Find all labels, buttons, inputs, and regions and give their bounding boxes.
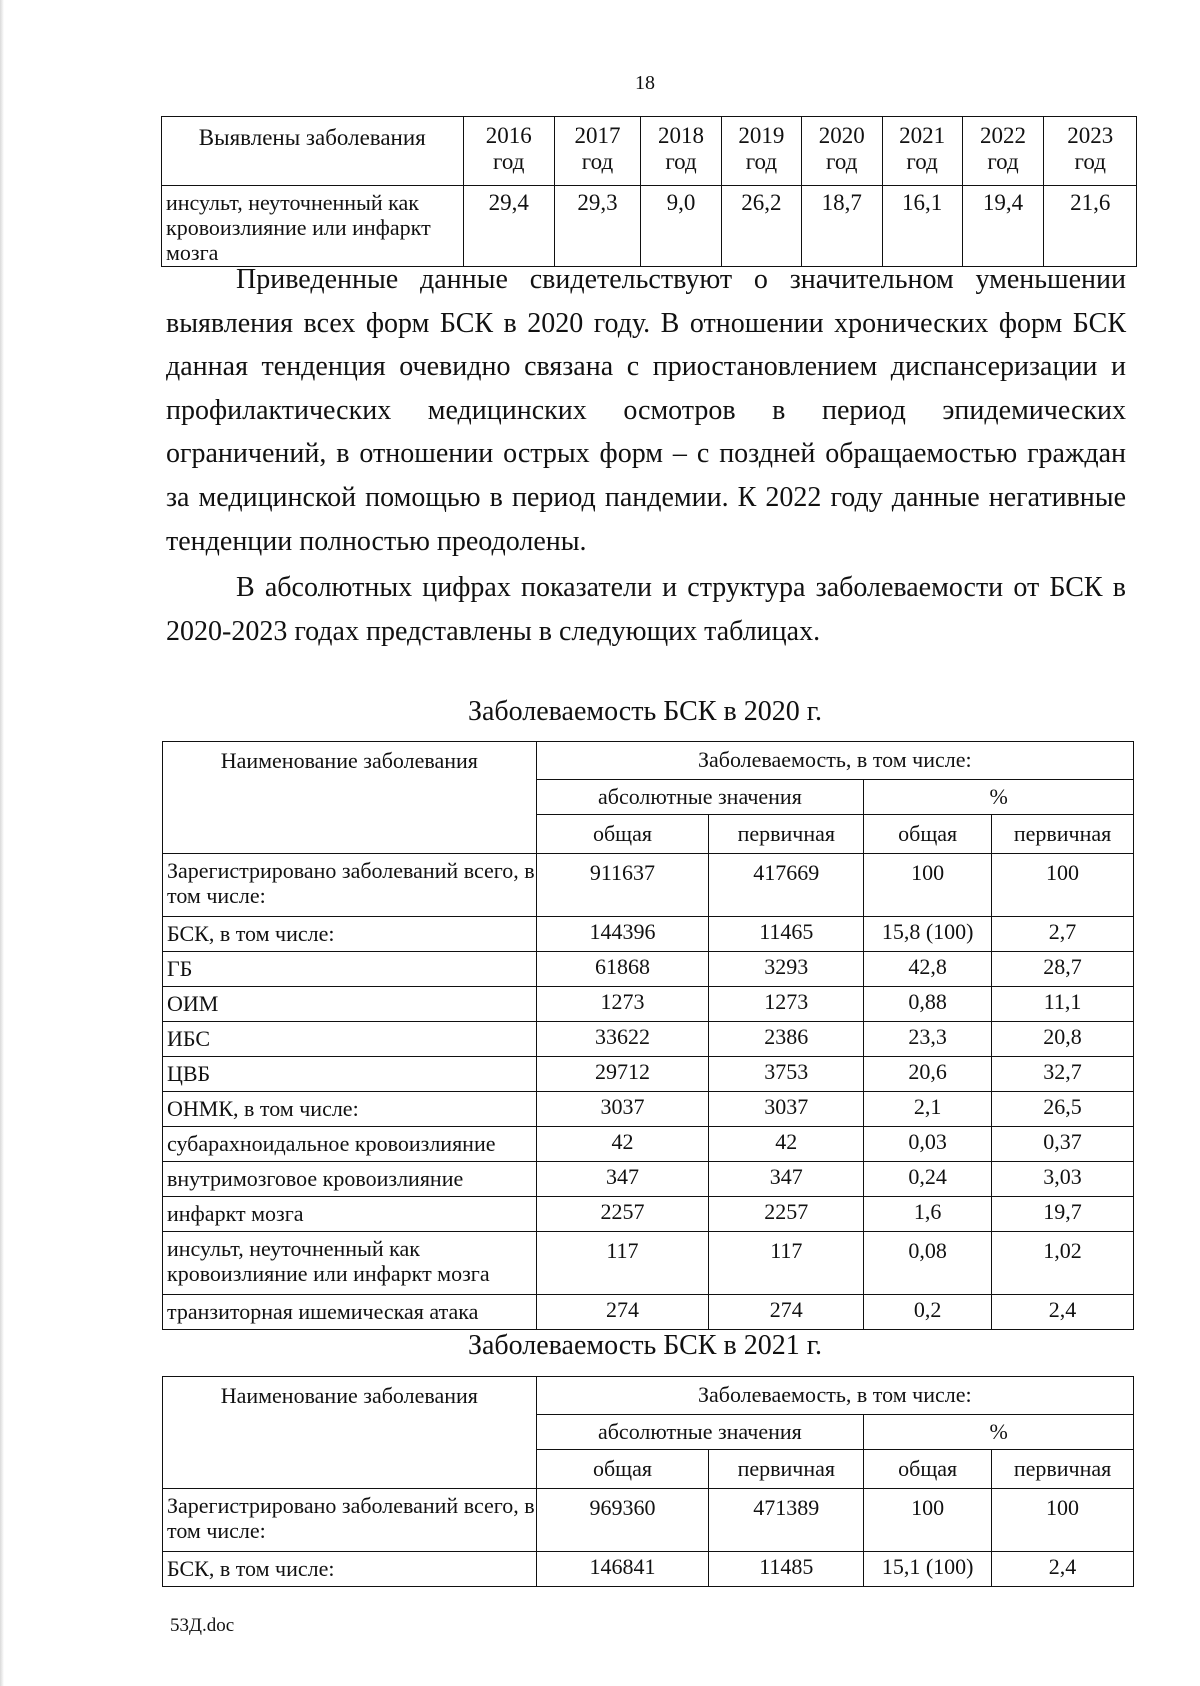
table-row [163, 854, 1134, 917]
pct-total-cell: 100 [864, 854, 992, 917]
year-header-cell: 2018 год [641, 117, 722, 186]
pct-primary-cell: 32,7 [992, 1057, 1134, 1092]
absolute-values-header: абсолютные значения [536, 1415, 864, 1450]
total-header: общая [536, 1450, 709, 1489]
year-header-cell: 2022 год [962, 117, 1044, 186]
value-cell: 16,1 [882, 186, 962, 267]
year-header-cell: 2017 год [554, 117, 640, 186]
pct-primary-cell: 1,02 [992, 1232, 1134, 1295]
table-row [163, 1022, 1134, 1057]
abs-primary-cell: 3293 [709, 952, 864, 987]
pct-primary-cell: 3,03 [992, 1162, 1134, 1197]
primary-header: первичная [992, 1450, 1134, 1489]
table-row [163, 987, 1134, 1022]
disease-name-cell: инсульт, неуточненный как кровоизлияние или инфаркт мозга [163, 1232, 537, 1295]
disease-name-cell: БСК, в том числе: [163, 1552, 537, 1587]
primary-header: первичная [709, 815, 864, 854]
abs-primary-cell: 471389 [709, 1489, 864, 1552]
name-column-header: Наименование заболевания [163, 1377, 537, 1489]
total-header: общая [536, 815, 709, 854]
abs-primary-cell: 2386 [709, 1022, 864, 1057]
abs-primary-cell: 1273 [709, 987, 864, 1022]
abs-primary-cell: 417669 [709, 854, 864, 917]
abs-primary-cell: 117 [709, 1232, 864, 1295]
table-row [163, 917, 1134, 952]
value-cell: 21,6 [1044, 186, 1137, 267]
yearly-detection-table [161, 116, 1137, 267]
pct-total-cell: 100 [864, 1489, 992, 1552]
disease-name-cell: транзиторная ишемическая атака [163, 1295, 537, 1330]
table-header-row [163, 1377, 1134, 1415]
pct-total-cell: 2,1 [864, 1092, 992, 1127]
value-cell: 29,4 [463, 186, 554, 267]
abs-total-cell: 2257 [536, 1197, 709, 1232]
pct-primary-cell: 28,7 [992, 952, 1134, 987]
pct-total-cell: 23,3 [864, 1022, 992, 1057]
morbidity-header: Заболеваемость, в том числе: [536, 742, 1133, 780]
abs-primary-cell: 11485 [709, 1552, 864, 1587]
year-header-cell: 2023 год [1044, 117, 1137, 186]
abs-primary-cell: 11465 [709, 917, 864, 952]
disease-name-cell: ОИМ [163, 987, 537, 1022]
pct-total-cell: 0,03 [864, 1127, 992, 1162]
value-cell: 29,3 [554, 186, 640, 267]
abs-total-cell: 42 [536, 1127, 709, 1162]
pct-total-cell: 15,8 (100) [864, 917, 992, 952]
abs-total-cell: 33622 [536, 1022, 709, 1057]
table-caption: Заболеваемость БСК в 2021 г. [467, 1330, 823, 1361]
pct-total-cell: 20,6 [864, 1057, 992, 1092]
abs-total-cell: 117 [536, 1232, 709, 1295]
disease-name-cell: ГБ [163, 952, 537, 987]
header-cell: Выявлены заболевания [162, 117, 464, 186]
pct-primary-cell: 2,4 [992, 1295, 1134, 1330]
pct-total-cell: 0,88 [864, 987, 992, 1022]
disease-name-cell: БСК, в том числе: [163, 917, 537, 952]
pct-primary-cell: 2,4 [992, 1552, 1134, 1587]
page-number: 18 [635, 72, 655, 94]
year-header-cell: 2021 год [882, 117, 962, 186]
body-paragraph: Приведенные данные свидетельствуют о значительном уменьшении выявления всех форм БСК в 2020 году. В отношении хронических форм БСК данная тенденция очевидно связана с приостановлением диспансеризации и профилактических медицинских осмотров в период эпидемических ограничений, в отношении острых форм – с поздней обращаемостью граждан за медицинской помощью в период пандемии. К 2022 году данные негативные тенденции полностью преодолены. [166, 264, 1126, 557]
table-row [163, 1552, 1134, 1587]
abs-total-cell: 61868 [536, 952, 709, 987]
pct-primary-cell: 2,7 [992, 917, 1134, 952]
disease-name-cell: внутримозговое кровоизлияние [163, 1162, 537, 1197]
value-cell: 19,4 [962, 186, 1044, 267]
pct-total-cell: 42,8 [864, 952, 992, 987]
pct-total-cell: 0,24 [864, 1162, 992, 1197]
abs-total-cell: 29712 [536, 1057, 709, 1092]
year-header-cell: 2020 год [801, 117, 882, 186]
footer-filename: 53Д.doc [170, 1615, 235, 1636]
table-row [163, 1057, 1134, 1092]
pct-primary-cell: 11,1 [992, 987, 1134, 1022]
pct-primary-cell: 100 [992, 1489, 1134, 1552]
abs-total-cell: 911637 [536, 854, 709, 917]
disease-name-cell: ЦВБ [163, 1057, 537, 1092]
pct-total-cell: 1,6 [864, 1197, 992, 1232]
total-header: общая [864, 1450, 992, 1489]
pct-primary-cell: 0,37 [992, 1127, 1134, 1162]
percent-header: % [864, 1415, 1134, 1450]
table-row [162, 186, 1137, 267]
disease-name-cell: Зарегистрировано заболеваний всего, в том числе: [163, 1489, 537, 1552]
abs-primary-cell: 3037 [709, 1092, 864, 1127]
abs-total-cell: 1273 [536, 987, 709, 1022]
abs-primary-cell: 42 [709, 1127, 864, 1162]
table-row [163, 1092, 1134, 1127]
year-header-cell: 2016 год [463, 117, 554, 186]
pct-primary-cell: 19,7 [992, 1197, 1134, 1232]
year-header-cell: 2019 год [721, 117, 801, 186]
pct-total-cell: 15,1 (100) [864, 1552, 992, 1587]
disease-name-cell: Зарегистрировано заболеваний всего, в том числе: [163, 854, 537, 917]
table-header-row [162, 117, 1137, 186]
primary-header: первичная [992, 815, 1134, 854]
abs-primary-cell: 274 [709, 1295, 864, 1330]
abs-total-cell: 3037 [536, 1092, 709, 1127]
abs-primary-cell: 347 [709, 1162, 864, 1197]
primary-header: первичная [709, 1450, 864, 1489]
abs-total-cell: 144396 [536, 917, 709, 952]
table-row [163, 1127, 1134, 1162]
absolute-values-header: абсолютные значения [536, 780, 864, 815]
value-cell: 9,0 [641, 186, 722, 267]
pct-total-cell: 0,2 [864, 1295, 992, 1330]
disease-name-cell: субарахноидальное кровоизлияние [163, 1127, 537, 1162]
table-row [163, 1489, 1134, 1552]
table-header-row [163, 742, 1134, 780]
abs-total-cell: 274 [536, 1295, 709, 1330]
abs-total-cell: 969360 [536, 1489, 709, 1552]
scan-edge [0, 0, 4, 1686]
abs-primary-cell: 3753 [709, 1057, 864, 1092]
table-row [163, 1197, 1134, 1232]
table-row [163, 1162, 1134, 1197]
abs-primary-cell: 2257 [709, 1197, 864, 1232]
value-cell: 18,7 [801, 186, 882, 267]
value-cell: 26,2 [721, 186, 801, 267]
disease-name-cell: инфаркт мозга [163, 1197, 537, 1232]
name-column-header: Наименование заболевания [163, 742, 537, 854]
morbidity-header: Заболеваемость, в том числе: [536, 1377, 1133, 1415]
abs-total-cell: 347 [536, 1162, 709, 1197]
abs-total-cell: 146841 [536, 1552, 709, 1587]
pct-total-cell: 0,08 [864, 1232, 992, 1295]
body-paragraph: В абсолютных цифрах показатели и структура заболеваемости от БСК в 2020-2023 годах представлены в следующих таблицах. [166, 572, 1126, 647]
pct-primary-cell: 100 [992, 854, 1134, 917]
disease-name-cell: ОНМК, в том числе: [163, 1092, 537, 1127]
morbidity-table-2020 [162, 741, 1134, 1330]
pct-primary-cell: 26,5 [992, 1092, 1134, 1127]
table-row [163, 952, 1134, 987]
morbidity-table-2021 [162, 1376, 1134, 1587]
percent-header: % [864, 780, 1134, 815]
total-header: общая [864, 815, 992, 854]
disease-name-cell: ИБС [163, 1022, 537, 1057]
table-row [163, 1295, 1134, 1330]
disease-name-cell: инсульт, неуточненный как кровоизлияние или инфаркт мозга [162, 186, 464, 267]
pct-primary-cell: 20,8 [992, 1022, 1134, 1057]
table-caption: Заболеваемость БСК в 2020 г. [467, 696, 823, 727]
table-row [163, 1232, 1134, 1295]
